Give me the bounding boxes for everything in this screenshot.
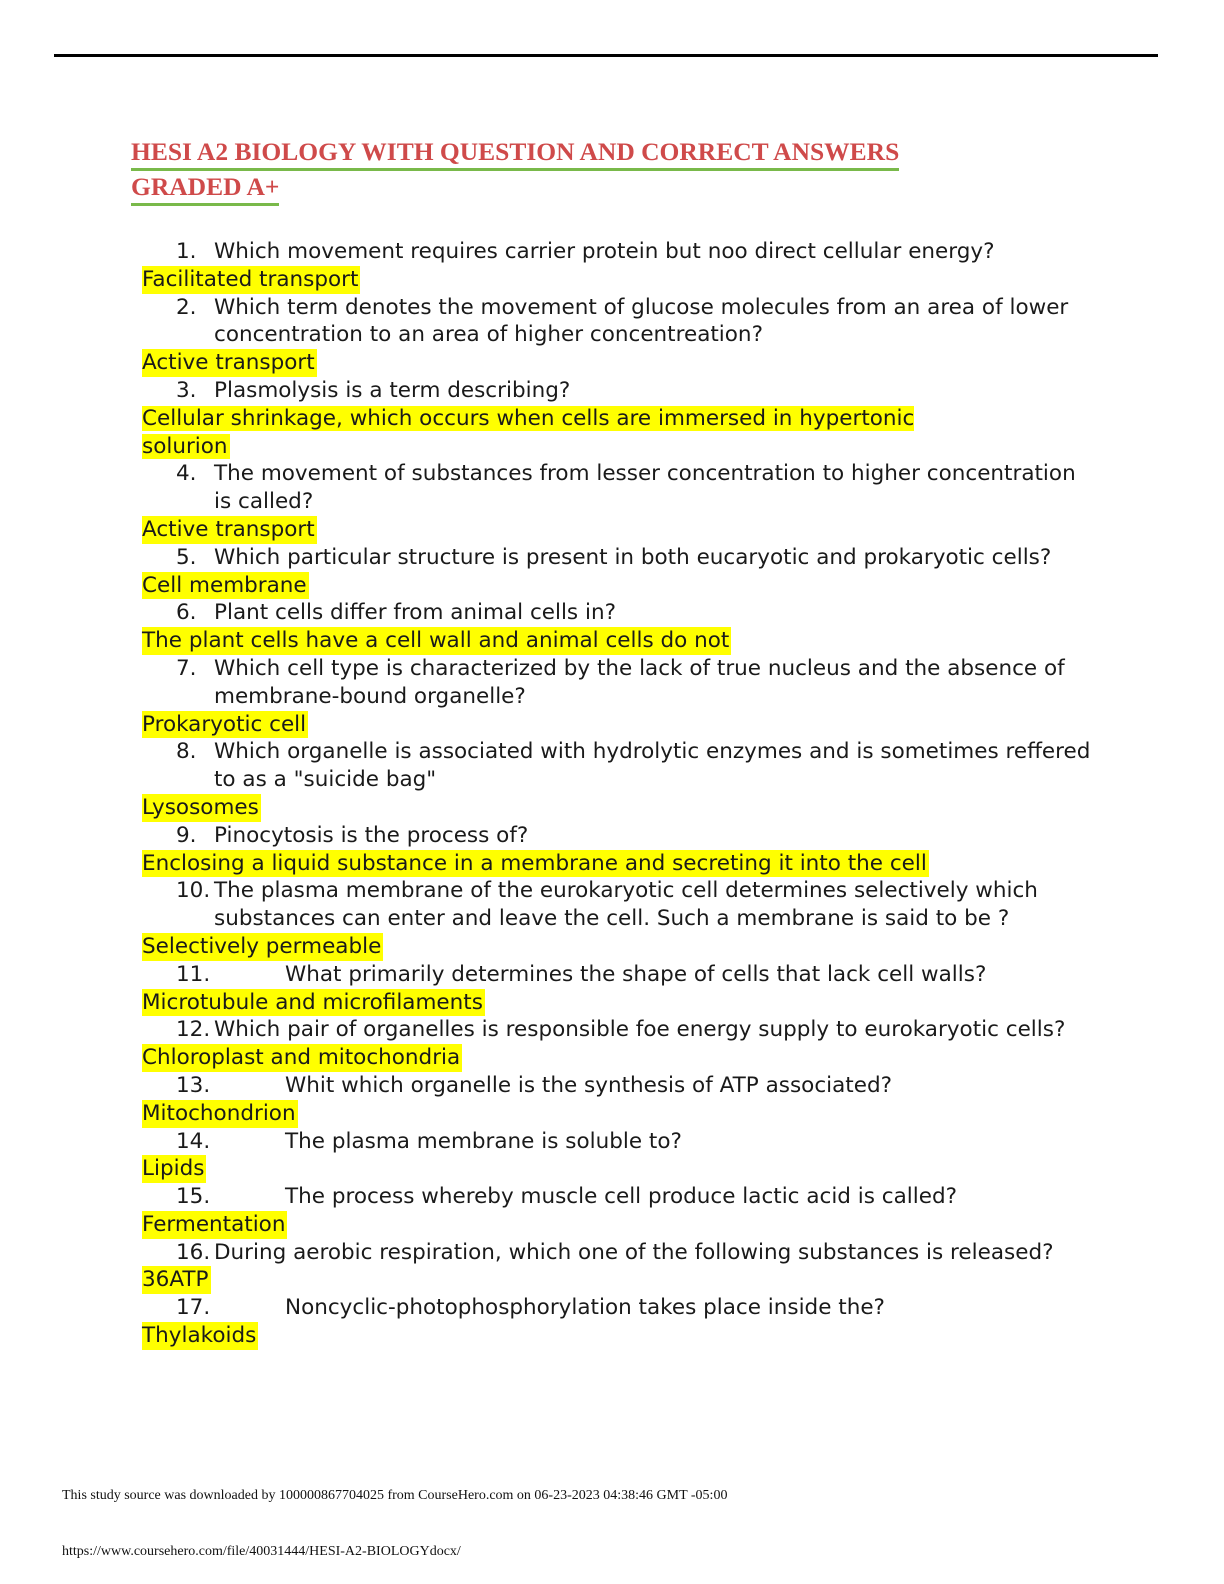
question-number: 13.: [176, 1072, 211, 1098]
question-text: Which cell type is characterized by the lack of true nucleus and the absence of membrane-bound organelle?: [214, 655, 1065, 709]
question-text: Which movement requires carrier protein but noo direct cellular energy?: [214, 239, 995, 264]
question-text: Plasmolysis is a term describing?: [214, 377, 571, 403]
answer-11: Microtubule and microfilaments: [142, 989, 483, 1015]
question-number: 8.: [176, 739, 197, 765]
question-4: [142, 460, 1092, 516]
question-13: [142, 1072, 1092, 1100]
question-2: [142, 294, 1092, 350]
answer-16: 36ATP: [142, 1267, 209, 1293]
question-text: The process whereby muscle cell produce lactic acid is called?: [285, 1184, 958, 1210]
question-number: 11.: [176, 961, 211, 987]
question-text: Noncyclic-photophosphorylation takes place inside the?: [285, 1295, 885, 1321]
question-number: 15.: [176, 1184, 211, 1210]
question-number: 7.: [176, 655, 197, 681]
document-title: [131, 136, 1031, 206]
question-number: 16.: [176, 1239, 211, 1265]
question-11: [142, 961, 1092, 989]
answer-5: Cell membrane: [142, 572, 307, 598]
question-answer-list: [142, 238, 1092, 1350]
question-text: Whit which organelle is the synthesis of ATP associated?: [285, 1072, 893, 1098]
question-text: Which pair of organelles is responsible foe energy supply to eurokaryotic cells?: [214, 1017, 1066, 1043]
answer-3: Cellular shrinkage, which occurs when cells are immersed in hypertonic solurion: [142, 405, 915, 459]
question-17: [142, 1294, 1092, 1322]
question-text: Plant cells differ from animal cells in?: [214, 600, 616, 626]
question-number: 12.: [176, 1017, 211, 1043]
question-number: 3.: [176, 377, 197, 403]
question-number: 4.: [176, 461, 197, 487]
question-6: [142, 599, 1092, 627]
question-number: 17.: [176, 1295, 211, 1321]
answer-7: Prokaryotic cell: [142, 711, 307, 737]
question-10: [142, 877, 1092, 933]
question-15: [142, 1183, 1092, 1211]
question-number: 6.: [176, 600, 197, 626]
answer-12: Chloroplast and mitochondria: [142, 1045, 461, 1071]
answer-13: Mitochondrion: [142, 1100, 296, 1126]
question-text: What primarily determines the shape of cells that lack cell walls?: [285, 961, 987, 987]
question-number: 5.: [176, 544, 197, 570]
download-source-note: This study source was downloaded by 100000867704025 from CourseHero.com on 06-23-2023 04:38:46 GMT -05:00: [62, 1488, 728, 1503]
top-rule: [54, 54, 1158, 57]
question-1: [142, 238, 1092, 266]
question-text: During aerobic respiration, which one of the following substances is released?: [214, 1239, 1054, 1265]
answer-6: The plant cells have a cell wall and animal cells do not: [142, 628, 730, 654]
answer-4: Active transport: [142, 516, 315, 542]
question-text: Which organelle is associated with hydrolytic enzymes and is sometimes reffered to as a "suicide bag": [214, 739, 1091, 793]
question-number: 9.: [176, 822, 197, 848]
answer-15: Fermentation: [142, 1211, 286, 1237]
question-number: 1.: [176, 239, 197, 264]
question-9: [142, 822, 1092, 850]
answer-8: Lysosomes: [142, 794, 259, 820]
title-line-1: HESI A2 BIOLOGY WITH QUESTION AND CORRECT ANSWERS: [131, 136, 899, 171]
question-3: [142, 377, 1092, 405]
question-7: [142, 655, 1092, 711]
question-14: [142, 1128, 1092, 1156]
question-text: The movement of substances from lesser concentration to higher concentration is called?: [214, 461, 1076, 515]
question-text: Pinocytosis is the process of?: [214, 822, 529, 848]
answer-17: Thylakoids: [142, 1323, 257, 1349]
question-16: [142, 1239, 1092, 1267]
question-text: The plasma membrane is soluble to?: [285, 1128, 682, 1154]
answer-10: Selectively permeable: [142, 933, 382, 959]
question-text: Which term denotes the movement of glucose molecules from an area of lower concentration to an area of higher concentreation?: [214, 294, 1069, 348]
answer-2: Active transport: [142, 350, 315, 376]
title-line-2: GRADED A+: [131, 171, 279, 206]
answer-14: Lipids: [142, 1156, 205, 1182]
question-text: Which particular structure is present in both eucaryotic and prokaryotic cells?: [214, 544, 1052, 570]
answer-9: Enclosing a liquid substance in a membrane and secreting it into the cell: [142, 850, 927, 876]
question-12: [142, 1016, 1092, 1044]
source-url: https://www.coursehero.com/file/40031444/HESI-A2-BIOLOGYdocx/: [62, 1544, 461, 1559]
question-8: [142, 738, 1092, 794]
question-number: 10.: [176, 878, 211, 904]
question-number: 14.: [176, 1128, 211, 1154]
question-number: 2.: [176, 294, 197, 320]
question-5: [142, 544, 1092, 572]
answer-1: Facilitated transport: [142, 266, 359, 292]
question-text: The plasma membrane of the eurokaryotic cell determines selectively which substances can enter and leave the cell. Such a membrane is said to be ?: [214, 878, 1038, 932]
